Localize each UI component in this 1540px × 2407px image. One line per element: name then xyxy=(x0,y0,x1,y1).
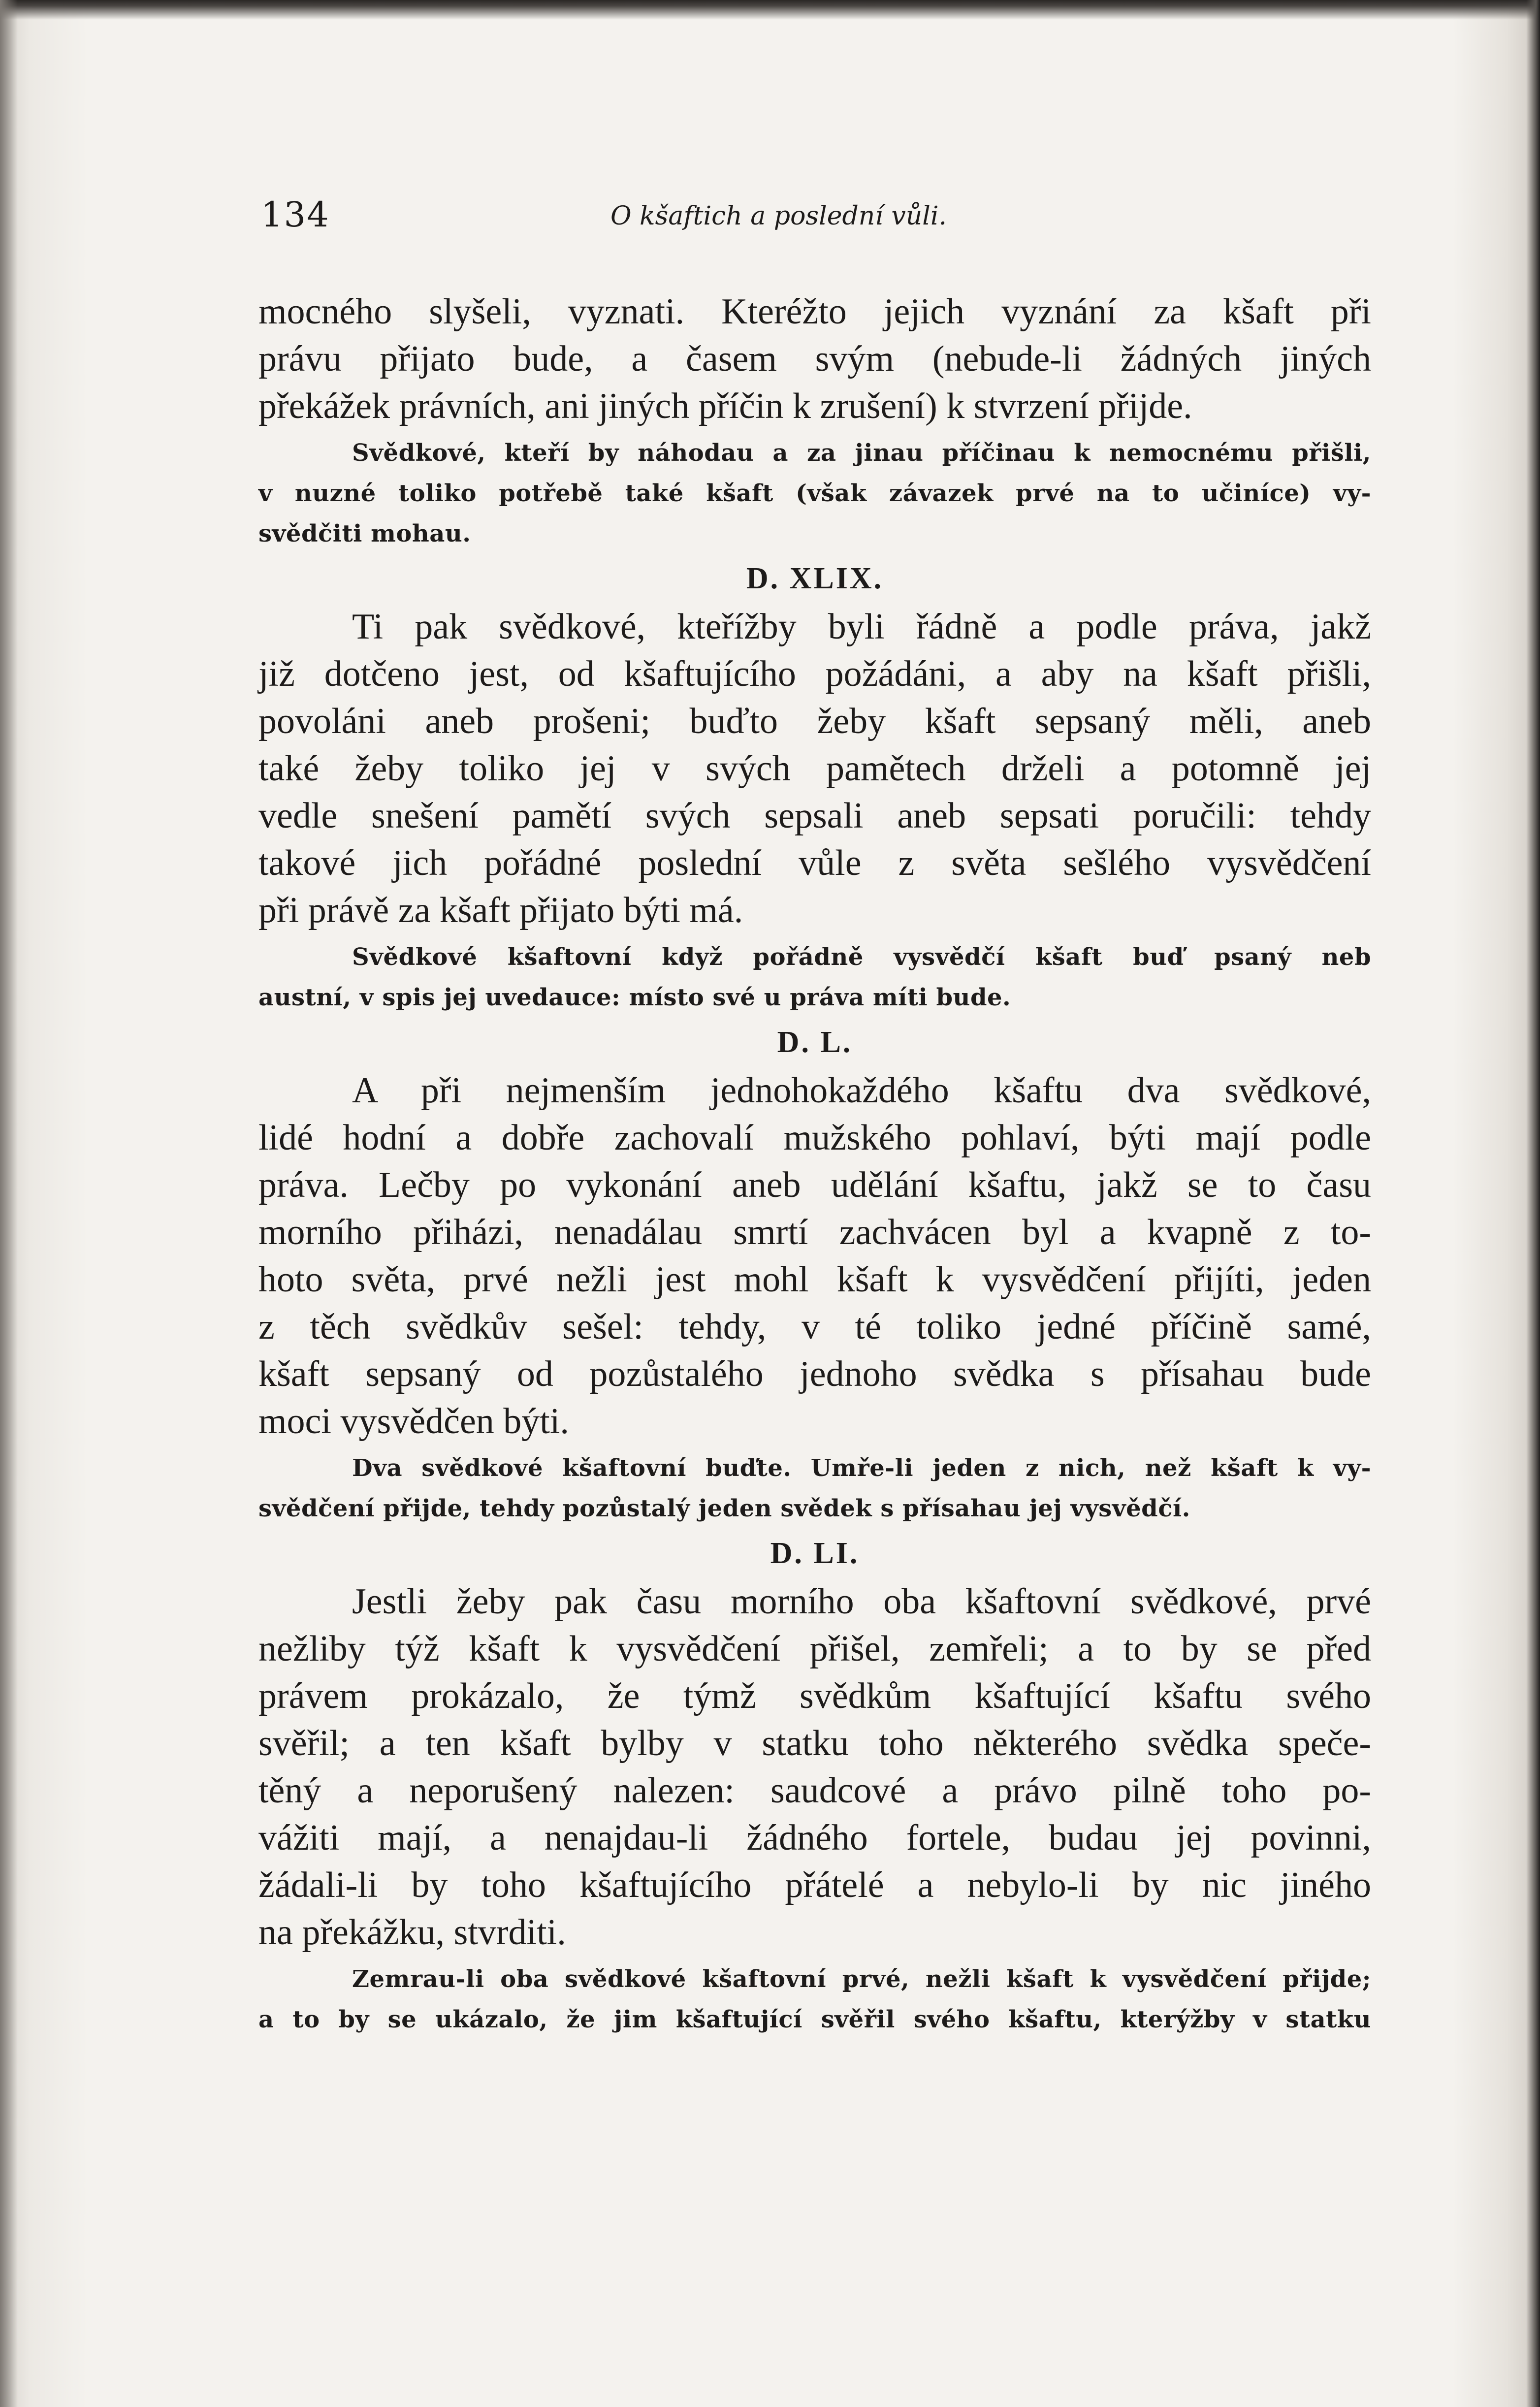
text-line: překážek právních, ani jiných příčin k zrušení) k stvrzení přijde. xyxy=(258,386,1192,426)
text-line: takové jich pořádné poslední vůle z světa sešlého vysvědčení xyxy=(258,843,1371,883)
scan-top-edge xyxy=(0,0,1540,20)
scan-right-edge xyxy=(1526,0,1540,2407)
footnote-block xyxy=(258,1448,1371,1529)
paragraph xyxy=(258,1578,1371,1956)
text-line: práva. Lečby po vykonání aneb udělání kšaftu, jakž se to času xyxy=(258,1165,1371,1205)
page-number: 134 xyxy=(261,194,330,235)
running-head: O kšaftich a poslední vůli. xyxy=(610,201,947,231)
text-line: moci vysvědčen býti. xyxy=(258,1401,569,1442)
text-line: Jestli žeby pak času morního oba kšaftovní svědkové, prvé xyxy=(352,1581,1371,1622)
section-heading: D. XLIX. xyxy=(746,562,884,595)
footnote-line: a to by se ukázalo, že jim kšaftující svěřil svého kšaftu, kterýžby v statku xyxy=(258,2006,1371,2033)
footnote-line: Zemrau-li oba svědkové kšaftovní prvé, nežli kšaft k vysvědčení přijde; xyxy=(352,1965,1371,1993)
body-text xyxy=(258,288,1371,2040)
text-line: mocného slyšeli, vyznati. Kteréžto jejich vyznání za kšaft při xyxy=(258,291,1371,332)
text-line: morního přiházi, nenadálau smrtí zachvácen byl a kvapně z to- xyxy=(258,1212,1371,1252)
text-line: A při nejmenším jednohokaždého kšaftu dva svědkové, xyxy=(352,1070,1371,1111)
text-line: nežliby týž kšaft k vysvědčení přišel, zemřeli; a to by se před xyxy=(258,1629,1371,1669)
footnote-line: svědčiti mohau. xyxy=(258,520,471,547)
text-line: také žeby toliko jej v svých pamětech drželi a potomně jej xyxy=(258,748,1371,789)
text-line: z těch svědkův sešel: tehdy, v té toliko jedné příčině samé, xyxy=(258,1307,1371,1347)
text-line: povoláni aneb prošeni; buďto žeby kšaft sepsaný měli, aneb xyxy=(258,701,1371,741)
paragraph xyxy=(258,603,1371,934)
text-line: vážiti mají, a nenajdau-li žádného fortele, budau jej povinni, xyxy=(258,1818,1371,1858)
text-line: již dotčeno jest, od kšaftujícího požádáni, a aby na kšaft přišli, xyxy=(258,654,1371,694)
text-line: svěřil; a ten kšaft bylby v statku toho některého svědka speče- xyxy=(258,1723,1371,1764)
footnote-line: svědčení přijde, tehdy pozůstalý jeden svědek s přísahau jej vysvědčí. xyxy=(258,1495,1190,1522)
text-line: vedle snešení pamětí svých sepsali aneb sepsati poručili: tehdy xyxy=(258,796,1371,836)
footnote-line: v nuzné toliko potřebě také kšaft (však závazek prvé na to učiníce) vy- xyxy=(258,480,1371,507)
text-line: žádali-li by toho kšaftujícího přátelé a nebylo-li by nic jiného xyxy=(258,1865,1371,1905)
footnote-block xyxy=(258,937,1371,1018)
footnote-line: austní, v spis jej uvedauce: místo své u práva míti bude. xyxy=(258,984,1011,1011)
footnote-line: Dva svědkové kšaftovní buďte. Umře-li jeden z nich, než kšaft k vy- xyxy=(352,1454,1371,1482)
text-line: při právě za kšaft přijato býti má. xyxy=(258,890,743,931)
scan-left-edge xyxy=(0,0,18,2407)
text-line: těný a neporušený nalezen: saudcové a právo pilně toho po- xyxy=(258,1770,1371,1811)
page-header xyxy=(261,194,1009,239)
text-line: právem prokázalo, že týmž svědkům kšaftující kšaftu svého xyxy=(258,1676,1371,1716)
text-line: hoto světa, prvé nežli jest mohl kšaft k vysvědčení přijíti, jeden xyxy=(258,1259,1371,1300)
paragraph xyxy=(258,288,1371,430)
text-line: Ti pak svědkové, kteřížby byli řádně a podle práva, jakž xyxy=(352,607,1371,647)
text-line: na překážku, stvrditi. xyxy=(258,1912,566,1953)
footnote-block xyxy=(258,1959,1371,2040)
text-line: kšaft sepsaný od pozůstalého jednoho svědka s přísahau bude xyxy=(258,1354,1371,1394)
section-heading: D. LI. xyxy=(770,1537,860,1570)
section-heading: D. L. xyxy=(777,1026,853,1059)
footnote-block xyxy=(258,433,1371,554)
text-line: právu přijato bude, a časem svým (nebude-li žádných jiných xyxy=(258,339,1371,379)
footnote-line: Svědkové kšaftovní když pořádně vysvědčí kšaft buď psaný neb xyxy=(352,943,1371,971)
text-line: lidé hodní a dobře zachovalí mužského pohlaví, býti mají podle xyxy=(258,1118,1371,1158)
footnote-line: Svědkové, kteří by náhodau a za jinau příčinau k nemocnému přišli, xyxy=(352,439,1371,467)
paragraph xyxy=(258,1067,1371,1445)
